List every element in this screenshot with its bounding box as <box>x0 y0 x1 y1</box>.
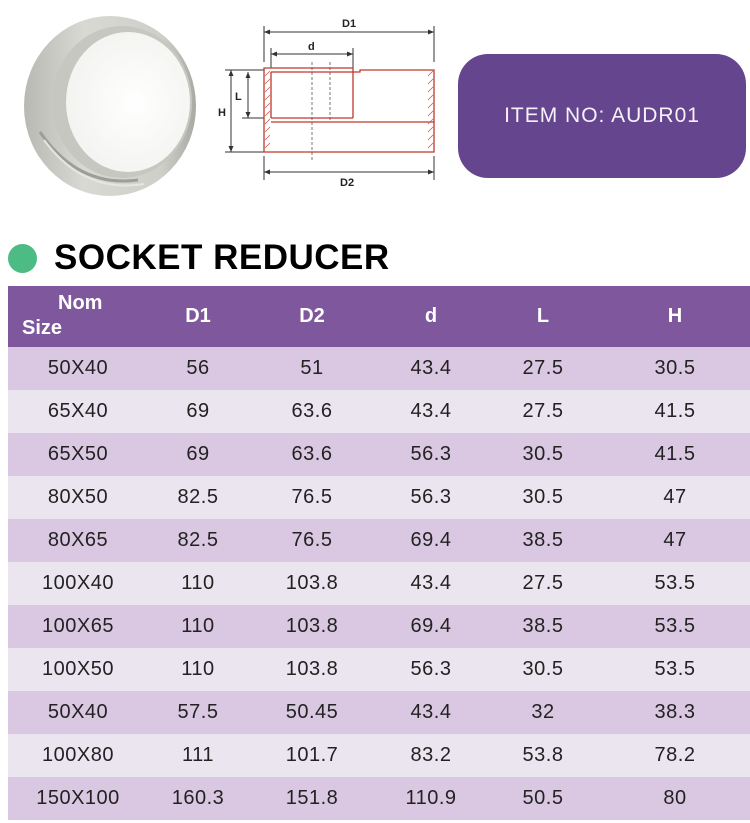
cell-H: 53.5 <box>600 648 750 691</box>
cell-L: 27.5 <box>486 562 600 605</box>
label-L: L <box>235 91 242 103</box>
table-row <box>8 605 750 648</box>
cell-d: 110.9 <box>376 777 486 820</box>
cell-D1: 82.5 <box>148 519 248 562</box>
cell-D1: 69 <box>148 390 248 433</box>
cell-H: 30.5 <box>600 347 750 390</box>
cell-d: 56.3 <box>376 476 486 519</box>
cell-D2: 103.8 <box>248 648 376 691</box>
cell-D2: 76.5 <box>248 519 376 562</box>
page-title: SOCKET REDUCER <box>54 238 390 277</box>
item-number-badge <box>458 54 746 178</box>
table-row <box>8 476 750 519</box>
cell-H: 78.2 <box>600 734 750 777</box>
label-D2: D2 <box>340 177 355 189</box>
cell-L: 38.5 <box>486 605 600 648</box>
cell-H: 47 <box>600 519 750 562</box>
cell-d: 69.4 <box>376 519 486 562</box>
technical-drawing <box>208 10 448 190</box>
spec-table <box>8 286 750 820</box>
cell-d: 69.4 <box>376 605 486 648</box>
table-body <box>8 347 750 820</box>
cell-nom-size: 50X40 <box>8 691 148 734</box>
header-nom-size <box>8 286 148 347</box>
cell-L: 50.5 <box>486 777 600 820</box>
cell-L: 30.5 <box>486 433 600 476</box>
cell-D1: 56 <box>148 347 248 390</box>
header-L: L <box>486 286 600 347</box>
cell-H: 38.3 <box>600 691 750 734</box>
cell-nom-size: 100X65 <box>8 605 148 648</box>
cell-D1: 160.3 <box>148 777 248 820</box>
cell-nom-size: 150X100 <box>8 777 148 820</box>
cell-nom-size: 65X50 <box>8 433 148 476</box>
cell-D2: 103.8 <box>248 605 376 648</box>
cell-d: 56.3 <box>376 433 486 476</box>
cell-D2: 51 <box>248 347 376 390</box>
cell-D1: 110 <box>148 605 248 648</box>
cell-D2: 50.45 <box>248 691 376 734</box>
cell-D1: 111 <box>148 734 248 777</box>
cell-nom-size: 100X50 <box>8 648 148 691</box>
cell-H: 41.5 <box>600 433 750 476</box>
table-header-row <box>8 286 750 347</box>
table-row <box>8 562 750 605</box>
cell-L: 53.8 <box>486 734 600 777</box>
bullet-dot-icon <box>8 244 37 273</box>
label-D1: D1 <box>342 18 357 30</box>
cell-D2: 76.5 <box>248 476 376 519</box>
cell-D1: 57.5 <box>148 691 248 734</box>
cell-nom-size: 65X40 <box>8 390 148 433</box>
cell-D2: 63.6 <box>248 433 376 476</box>
cell-nom-size: 80X65 <box>8 519 148 562</box>
cell-D2: 63.6 <box>248 390 376 433</box>
cell-L: 30.5 <box>486 648 600 691</box>
section-title-row <box>0 236 750 282</box>
cell-H: 53.5 <box>600 562 750 605</box>
cell-H: 53.5 <box>600 605 750 648</box>
cell-d: 43.4 <box>376 390 486 433</box>
cell-L: 27.5 <box>486 390 600 433</box>
header-nom-line1: Nom <box>58 292 103 314</box>
table-row <box>8 734 750 777</box>
cell-D1: 69 <box>148 433 248 476</box>
table-row <box>8 433 750 476</box>
cell-d: 43.4 <box>376 347 486 390</box>
table-row <box>8 777 750 820</box>
table-row <box>8 347 750 390</box>
cell-d: 43.4 <box>376 562 486 605</box>
header-D1: D1 <box>148 286 248 347</box>
product-photo <box>18 12 198 202</box>
cell-L: 32 <box>486 691 600 734</box>
cell-nom-size: 100X40 <box>8 562 148 605</box>
cell-nom-size: 50X40 <box>8 347 148 390</box>
table-row <box>8 390 750 433</box>
cell-D1: 110 <box>148 648 248 691</box>
item-number-text: ITEM NO: AUDR01 <box>504 104 700 127</box>
header-nom-line2: Size <box>22 317 63 339</box>
cell-H: 80 <box>600 777 750 820</box>
cell-D1: 82.5 <box>148 476 248 519</box>
cell-L: 38.5 <box>486 519 600 562</box>
header-D2: D2 <box>248 286 376 347</box>
cell-D2: 101.7 <box>248 734 376 777</box>
header-d: d <box>376 286 486 347</box>
product-header <box>0 0 750 235</box>
cell-H: 41.5 <box>600 390 750 433</box>
cell-D1: 110 <box>148 562 248 605</box>
cell-L: 27.5 <box>486 347 600 390</box>
table-row <box>8 519 750 562</box>
cell-d: 83.2 <box>376 734 486 777</box>
cell-D2: 151.8 <box>248 777 376 820</box>
header-H: H <box>600 286 750 347</box>
cell-H: 47 <box>600 476 750 519</box>
table-row <box>8 691 750 734</box>
cell-nom-size: 100X80 <box>8 734 148 777</box>
cell-L: 30.5 <box>486 476 600 519</box>
label-d: d <box>308 41 315 53</box>
table-row <box>8 648 750 691</box>
label-H: H <box>218 107 226 119</box>
cell-nom-size: 80X50 <box>8 476 148 519</box>
cell-d: 56.3 <box>376 648 486 691</box>
cell-D2: 103.8 <box>248 562 376 605</box>
cell-d: 43.4 <box>376 691 486 734</box>
